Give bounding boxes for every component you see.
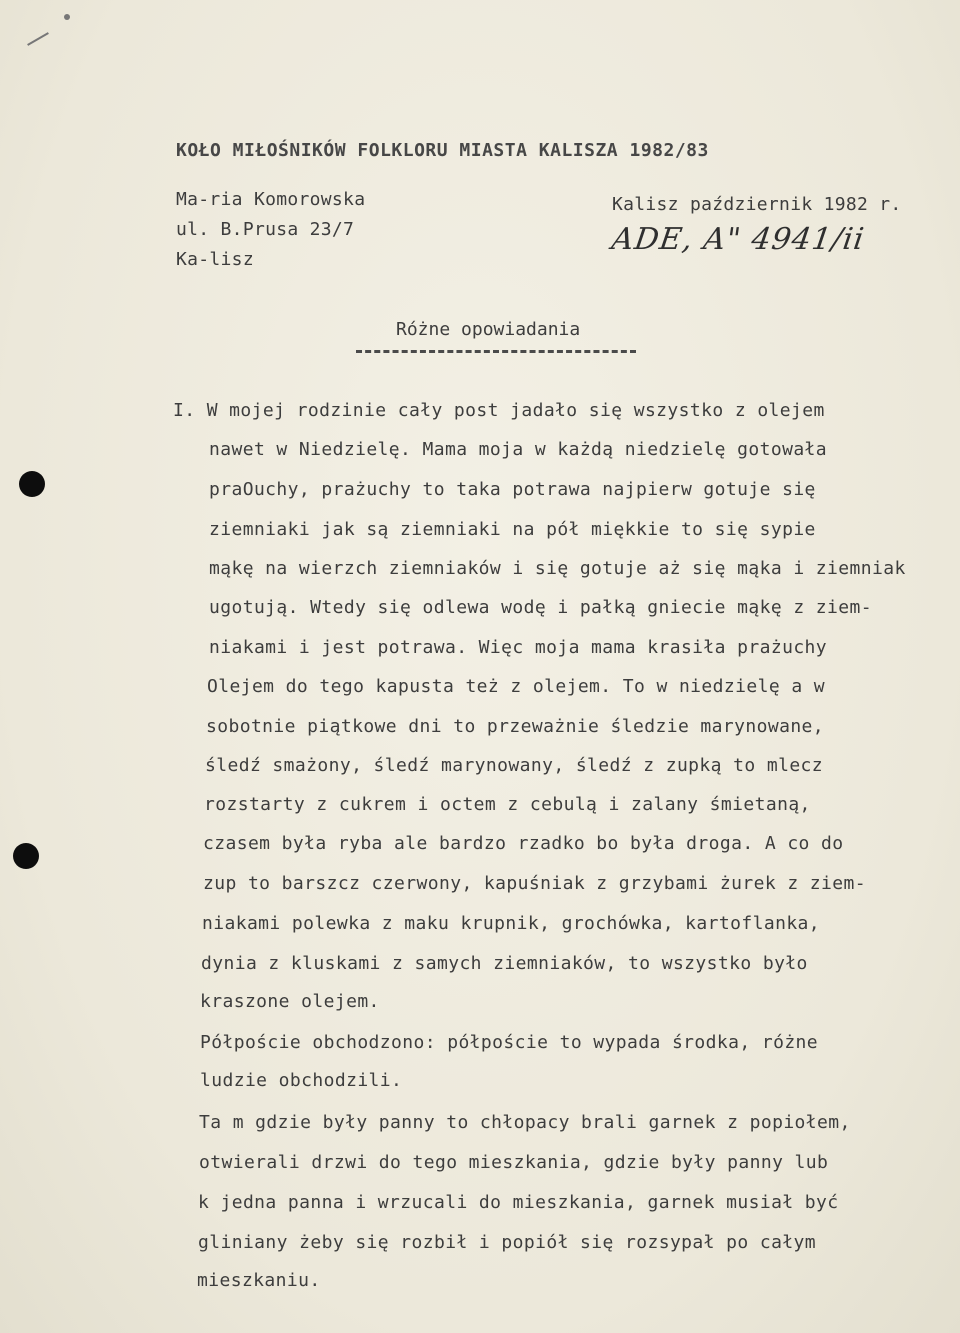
- title-underline: [356, 350, 636, 353]
- body-line: I. W mojej rodzinie cały post jadało się wszystko z olejem: [173, 400, 825, 421]
- pencil-mark: [27, 32, 49, 46]
- sender-city: Ka-lisz: [176, 249, 254, 270]
- body-line: Półpoście obchodzono: półpoście to wypada środka, różne: [200, 1032, 819, 1053]
- body-line: ludzie obchodzili.: [200, 1070, 403, 1091]
- body-line: Olejem do tego kapusta też z olejem. To w niedzielę a w: [207, 676, 826, 697]
- body-line: mieszkaniu.: [197, 1270, 321, 1291]
- body-line: śledź smażony, śledź marynowany, śledź z zupką to mlecz: [205, 755, 824, 776]
- punch-hole-bottom: [13, 843, 39, 869]
- body-line: zup to barszcz czerwony, kapuśniak z grzybami żurek z ziem-: [203, 873, 866, 894]
- document-title: Różne opowiadania: [396, 319, 581, 340]
- body-line: niakami i jest potrawa. Więc moja mama krasiła prażuchy: [209, 637, 828, 658]
- body-line: dynia z kluskami z samych ziemniaków, to wszystko było: [201, 953, 808, 974]
- sender-street: ul. B.Prusa 23/7: [176, 219, 355, 240]
- body-line: ugotują. Wtedy się odlewa wodę i pałką gniecie mąkę z ziem-: [209, 597, 872, 618]
- pencil-dot: [64, 14, 70, 20]
- body-line: niakami polewka z maku krupnik, grochówka, kartoflanka,: [202, 913, 821, 934]
- punch-hole-top: [19, 471, 45, 497]
- body-line: mąkę na wierzch ziemniaków i się gotuje aż się mąka i ziemniak: [209, 558, 906, 579]
- body-line: otwierali drzwi do tego mieszkania, gdzie były panny lub: [199, 1152, 829, 1173]
- body-line: nawet w Niedzielę. Mama moja w każdą niedzielę gotowała: [209, 439, 828, 460]
- body-line: kraszone olejem.: [200, 991, 380, 1012]
- body-line: sobotnie piątkowe dni to przeważnie śledzie marynowane,: [206, 716, 825, 737]
- body-line: rozstarty z cukrem i octem z cebulą i zalany śmietaną,: [204, 794, 811, 815]
- body-line: czasem była ryba ale bardzo rzadko bo była droga. A co do: [203, 833, 844, 854]
- body-line: k jedna panna i wrzucali do mieszkania, garnek musiał być: [198, 1192, 839, 1213]
- body-line: ziemniaki jak są ziemniaki na pół miękkie to się sypie: [209, 519, 816, 540]
- body-line: Ta m gdzie były panny to chłopacy brali garnek z popiołem,: [199, 1112, 851, 1133]
- sender-name: Ma-ria Komorowska: [176, 189, 366, 210]
- handwritten-archive-mark: ADE, A" 4941/ii: [609, 222, 867, 257]
- organization-header: KOŁO MIŁOŚNIKÓW FOLKLORU MIASTA KALISZA 1982/83: [176, 140, 709, 161]
- body-line: praOuchy, prażuchy to taka potrawa najpierw gotuje się: [209, 479, 816, 500]
- body-line: gliniany żeby się rozbił i popiół się rozsypał po całym: [198, 1232, 817, 1253]
- dateline: Kalisz październik 1982 r.: [612, 194, 902, 215]
